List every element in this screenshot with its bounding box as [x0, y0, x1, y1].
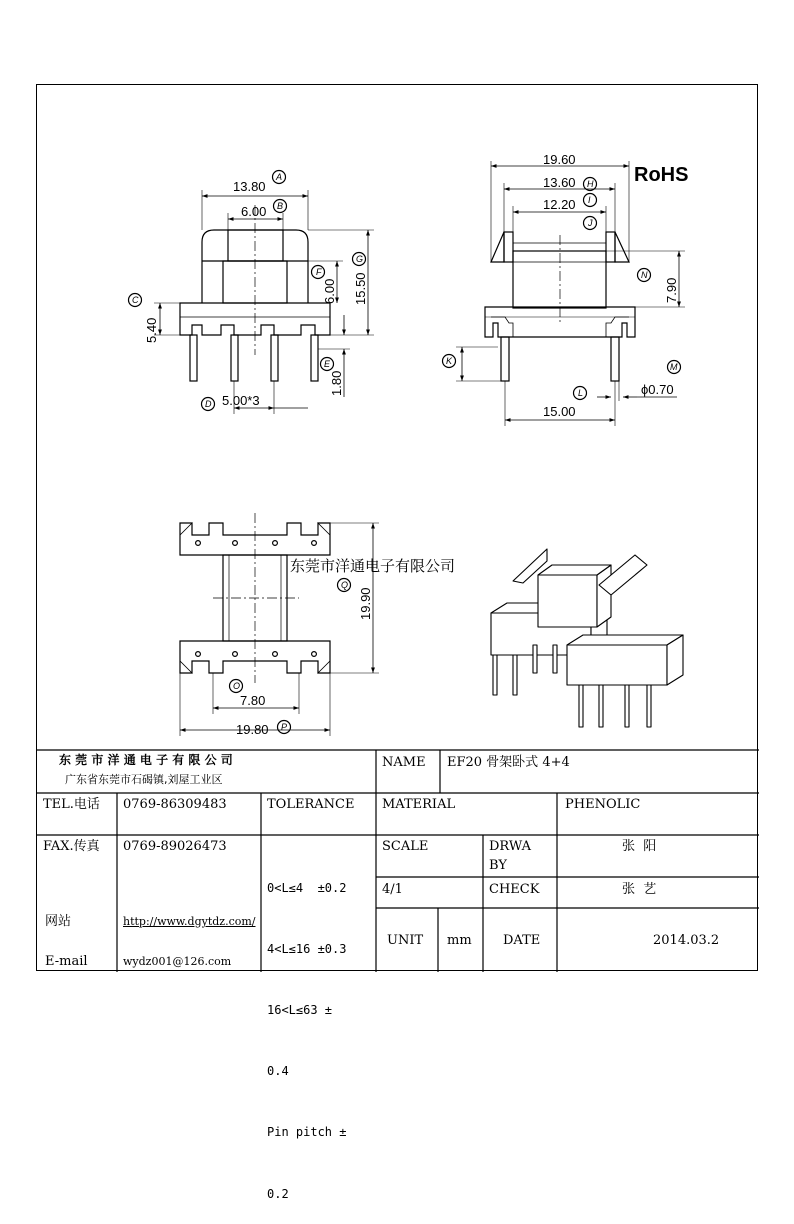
dim-f: 6.00: [322, 278, 337, 304]
name-label: NAME: [382, 755, 426, 770]
drawing-sheet: [36, 84, 758, 1201]
company-address: 广东省东莞市石碣镇,刘屋工业区: [65, 773, 223, 786]
rohs-badge: RoHS: [634, 164, 689, 186]
dim-p: 19.80: [236, 722, 269, 737]
label-e: E: [324, 359, 331, 369]
label-n: N: [641, 270, 648, 280]
fax-value: 0769-89026473: [123, 839, 227, 854]
label-p: P: [281, 722, 288, 732]
scale-value: 4/1: [382, 882, 403, 897]
company-name: 东 莞 市 洋 通 电 子 有 限 公 司: [59, 753, 233, 767]
bottom-view: [180, 513, 379, 736]
label-b: B: [277, 201, 284, 211]
dim-q: 19.90: [358, 587, 373, 620]
dim-l: 15.00: [543, 404, 576, 419]
label-q: Q: [341, 580, 349, 590]
dim-e: 1.80: [329, 370, 344, 396]
dim-g: 15.50: [353, 272, 368, 305]
label-i: I: [588, 195, 591, 205]
tolerance-line: 16<L≤63 ±: [267, 1003, 333, 1018]
dim-h: 19.60: [543, 152, 576, 167]
scale-label: SCALE: [382, 839, 429, 854]
dim-b: 6.00: [241, 204, 267, 219]
dim-n: 7.90: [664, 277, 679, 303]
drawn-by-value: 张 阳: [622, 839, 657, 854]
fax-label: FAX.传真: [43, 839, 100, 854]
check-label: CHECK: [489, 882, 540, 897]
watermark-text: 东莞市洋通电子有限公司: [290, 558, 456, 575]
tel-value: 0769-86309483: [123, 797, 227, 812]
label-a: A: [276, 172, 283, 182]
label-d: D: [205, 399, 212, 409]
isometric-view: [491, 549, 683, 727]
label-k: K: [446, 356, 453, 366]
part-name: EF20 骨架卧式 4+4: [447, 755, 570, 770]
dim-o: 7.80: [240, 693, 266, 708]
email-value: wydz001@126.com: [123, 955, 232, 968]
dim-j: 12.20: [543, 197, 576, 212]
label-g: G: [356, 254, 364, 264]
tel-label: TEL.电话: [43, 797, 100, 812]
label-o: O: [233, 681, 241, 691]
label-l: L: [578, 388, 584, 398]
unit-label: UNIT: [387, 933, 424, 948]
tolerance-line: Pin pitch ±: [267, 1125, 347, 1140]
label-j: J: [588, 218, 593, 228]
tolerance-label: TOLERANCE: [267, 797, 355, 812]
dim-c: 5.40: [144, 317, 159, 343]
tolerance-line: 0.4: [267, 1064, 289, 1079]
tolerance-values: [267, 837, 346, 1224]
website-link[interactable]: http://www.dgytdz.com/: [123, 915, 256, 928]
front-view-text: [132, 172, 368, 409]
tolerance-line: 0<L≤4 ±0.2: [267, 880, 347, 895]
label-f: F: [316, 267, 322, 277]
check-value: 张 艺: [622, 882, 657, 897]
date-value: 2014.03.2: [653, 933, 720, 948]
material-value: PHENOLIC: [565, 797, 641, 812]
unit-value: mm: [447, 933, 472, 948]
date-label: DATE: [503, 933, 541, 948]
material-label: MATERIAL: [382, 797, 456, 812]
label-c: C: [132, 295, 139, 305]
side-view-text: [446, 152, 688, 419]
drawn-by-label: DRWA BY: [489, 839, 536, 873]
website-label: 网站: [45, 914, 72, 929]
dim-m: ϕ0.70: [641, 382, 674, 397]
tolerance-line: 4<L≤16 ±0.3: [267, 941, 347, 956]
dim-a: 13.80: [233, 179, 266, 194]
label-m: M: [670, 362, 678, 372]
bottom-view-text: [233, 580, 373, 737]
label-h: H: [587, 179, 594, 189]
tolerance-line: 0.2: [267, 1186, 289, 1201]
email-label: E-mail: [45, 954, 88, 969]
dim-i: 13.60: [543, 175, 576, 190]
dim-d: 5.00*3: [222, 393, 260, 408]
